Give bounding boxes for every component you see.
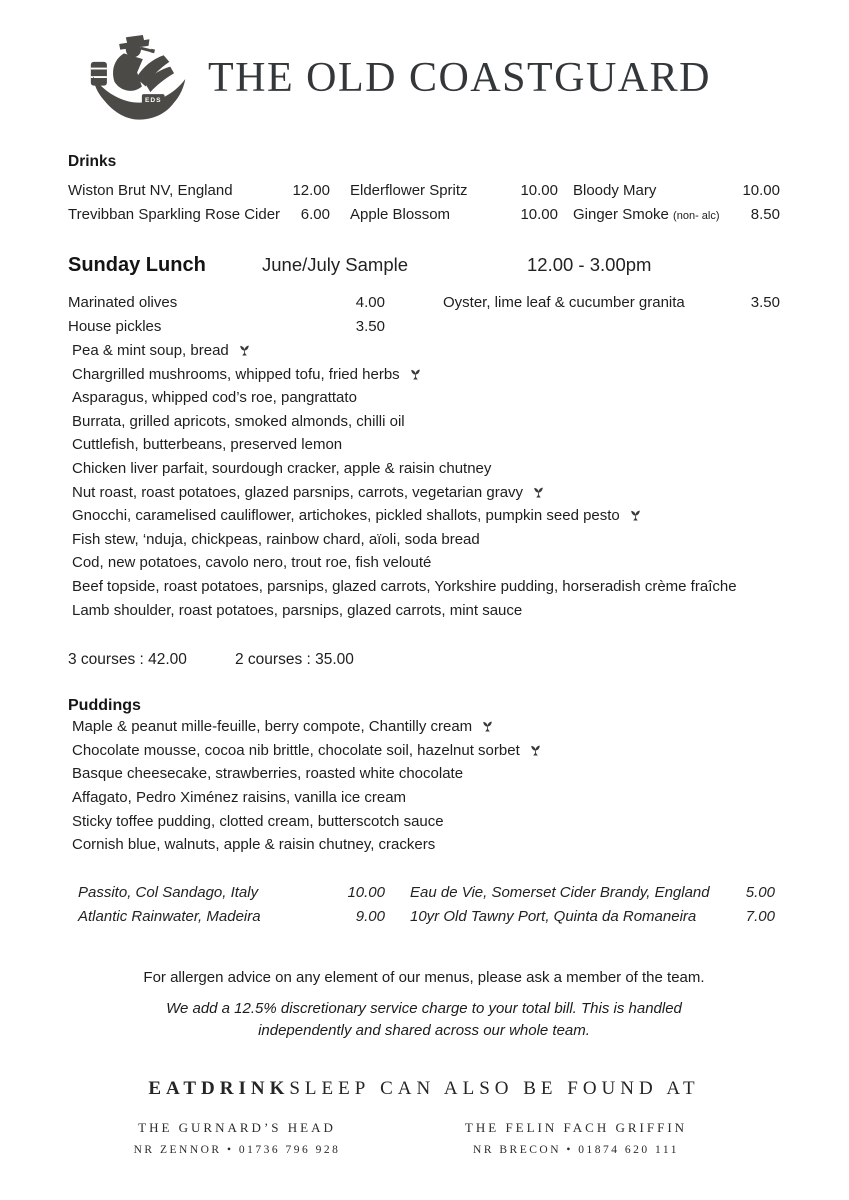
drinks-section	[68, 153, 780, 228]
snack-name: House pickles	[68, 318, 162, 335]
drink-name: Bloody Mary	[573, 182, 657, 199]
dessert-wines-table	[78, 881, 780, 929]
menu-item-text: Basque cheesecake, strawberries, roasted white chocolate	[72, 765, 464, 783]
menu-item-text: Affagato, Pedro Ximénez raisins, vanilla ice cream	[72, 788, 407, 806]
menu-item-text: Fish stew, ‘nduja, chickpeas, rainbow chard, aïoli, soda bread	[72, 530, 480, 548]
vegan-sprout-icon	[408, 366, 423, 381]
menu-item	[72, 410, 780, 434]
starters-list	[68, 339, 780, 481]
menu-item	[72, 715, 780, 739]
sunday-lunch-subtitle: June/July Sample	[262, 254, 409, 275]
pub-location: NR BRECON • 01874 620 111	[473, 1143, 679, 1156]
menu-item-text: Cuttlefish, butterbeans, preserved lemon	[72, 436, 343, 454]
drink-price: 10.00	[520, 206, 558, 223]
snack-name: Marinated olives	[68, 294, 178, 311]
wine-name: Passito, Col Sandago, Italy	[78, 883, 259, 901]
snack-price: 3.50	[355, 318, 385, 335]
service-charge-note	[68, 998, 780, 1042]
vegan-sprout-icon	[480, 718, 495, 733]
menu-item	[72, 433, 780, 457]
drink-price: 10.00	[742, 182, 780, 199]
wine-price: 7.00	[745, 907, 775, 925]
menu-item	[72, 528, 780, 552]
menu-item	[72, 575, 780, 599]
wine-name: Atlantic Rainwater, Madeira	[78, 907, 261, 925]
puddings-heading: Puddings	[68, 697, 141, 715]
boat-coastguard-logo-icon	[88, 34, 192, 122]
empty-cell	[385, 315, 715, 339]
menu-item	[72, 363, 780, 387]
brand-sleep: SLEEP	[289, 1077, 371, 1099]
service-charge-line-1: We add a 12.5% discretionary service charge to your total bill. This is handled	[166, 999, 682, 1017]
wine-price: 10.00	[347, 883, 385, 901]
menu-item-text: Asparagus, whipped cod’s roe, pangrattato	[72, 389, 357, 407]
drinks-heading: Drinks	[68, 153, 117, 170]
menu-item-text: Cod, new potatoes, cavolo nero, trout roe, fish velouté	[72, 554, 432, 572]
wine-name: Eau de Vie, Somerset Cider Brandy, England	[410, 883, 710, 901]
two-course-price: 2 courses : 35.00	[235, 651, 354, 669]
snack-price: 4.00	[355, 294, 385, 311]
wine-price: 9.00	[355, 907, 385, 925]
drink-name: Elderflower Spritz	[350, 182, 468, 199]
menu-item	[72, 833, 780, 857]
menu-item-text: Beef topside, roast potatoes, parsnips, glazed carrots, Yorkshire pudding, horseradish crème fraîche	[72, 577, 737, 595]
puddings-section	[68, 697, 780, 857]
wine-name: 10yr Old Tawny Port, Quinta da Romaneira	[410, 907, 697, 925]
wine-price: 5.00	[745, 883, 775, 901]
menu-item-text: Maple & peanut mille-feuille, berry compote, Chantilly cream	[72, 718, 473, 736]
brand-eat: EAT	[148, 1077, 202, 1099]
drink-price: 10.00	[520, 182, 558, 199]
pub-name: THE GURNARD’S HEAD	[138, 1119, 336, 1135]
drink-name: Trevibban Sparkling Rose Cider	[68, 206, 281, 223]
allergen-note: For allergen advice on any element of our menus, please ask a member of the team.	[143, 968, 705, 986]
menu-item-text: Cornish blue, walnuts, apple & raisin chutney, crackers	[72, 836, 436, 854]
sunday-lunch-heading: Sunday Lunch	[68, 254, 206, 276]
menu-item-text: Pea & mint soup, bread	[72, 342, 229, 359]
menu-item-text: Chocolate mousse, cocoa nib brittle, chocolate soil, hazelnut sorbet	[72, 741, 520, 759]
vegan-sprout-icon	[628, 507, 643, 522]
empty-cell	[715, 315, 780, 339]
menu-item-text: Lamb shoulder, roast potatoes, parsnips, glazed carrots, mint sauce	[72, 601, 523, 619]
drink-price: 12.00	[292, 182, 330, 199]
sunday-lunch-header	[68, 254, 780, 277]
header	[88, 33, 780, 123]
menu-item	[72, 810, 780, 834]
drink-price: 8.50	[750, 206, 780, 223]
logo-badge-text: EDS	[145, 97, 162, 105]
menu-item	[72, 504, 780, 528]
drink-price: 6.00	[300, 206, 330, 223]
drink-note: (non- alc)	[673, 210, 720, 222]
menu-item	[72, 599, 780, 623]
brand-drink: DRINK	[201, 1077, 290, 1099]
menu-item-text: Chicken liver parfait, sourdough cracker, apple & raisin chutney	[72, 459, 492, 477]
pub-location: NR ZENNOR • 01736 796 928	[133, 1143, 341, 1156]
three-course-price: 3 courses : 42.00	[68, 651, 187, 669]
mains-list	[68, 481, 780, 623]
menu-item-text: Gnocchi, caramelised cauliflower, artichokes, pickled shallots, pumpkin seed pesto	[72, 507, 620, 525]
menu-item	[72, 739, 780, 763]
drink-name: Wiston Brut NV, England	[68, 182, 233, 199]
menu-item	[72, 786, 780, 810]
menu-item	[72, 457, 780, 481]
sister-pub-gurnards-head	[87, 1120, 387, 1156]
snack-name: Oyster, lime leaf & cucumber granita	[443, 294, 685, 311]
menu-item	[72, 386, 780, 410]
sister-pubs	[68, 1120, 780, 1156]
page-title: THE OLD COASTGUARD	[208, 55, 711, 101]
drink-name-text: Ginger Smoke	[573, 206, 669, 223]
menu-item-text: Sticky toffee pudding, clotted cream, butterscotch sauce	[72, 812, 444, 830]
course-pricing	[68, 651, 780, 669]
drink-name	[558, 203, 730, 228]
menu-item-text: Chargrilled mushrooms, whipped tofu, fried herbs	[72, 365, 400, 383]
vegan-sprout-icon	[528, 742, 543, 757]
group-brand-line	[68, 1078, 780, 1100]
menu-item	[72, 762, 780, 786]
drinks-table	[68, 179, 780, 228]
drink-name: Apple Blossom	[350, 206, 451, 223]
menu-item-text: Burrata, grilled apricots, smoked almonds, chilli oil	[72, 412, 405, 430]
menu-item-text: Nut roast, roast potatoes, glazed parsnips, carrots, vegetarian gravy	[72, 483, 524, 501]
vegan-sprout-icon	[531, 484, 546, 499]
menu-item	[72, 551, 780, 575]
snacks-table	[68, 291, 780, 339]
service-charge-line-2: independently and shared across our whole team.	[258, 1021, 590, 1039]
menu-item	[72, 339, 780, 363]
sister-pub-felin-fach-griffin	[426, 1120, 726, 1156]
puddings-list	[68, 715, 780, 857]
sunday-lunch-hours: 12.00 - 3.00pm	[527, 254, 652, 275]
vegan-sprout-icon	[237, 342, 252, 357]
snack-price: 3.50	[750, 294, 780, 311]
menu-item	[72, 481, 780, 505]
brand-rest-text: CAN ALSO BE FOUND AT	[370, 1077, 700, 1099]
pub-name: THE FELIN FACH GRIFFIN	[464, 1119, 688, 1135]
